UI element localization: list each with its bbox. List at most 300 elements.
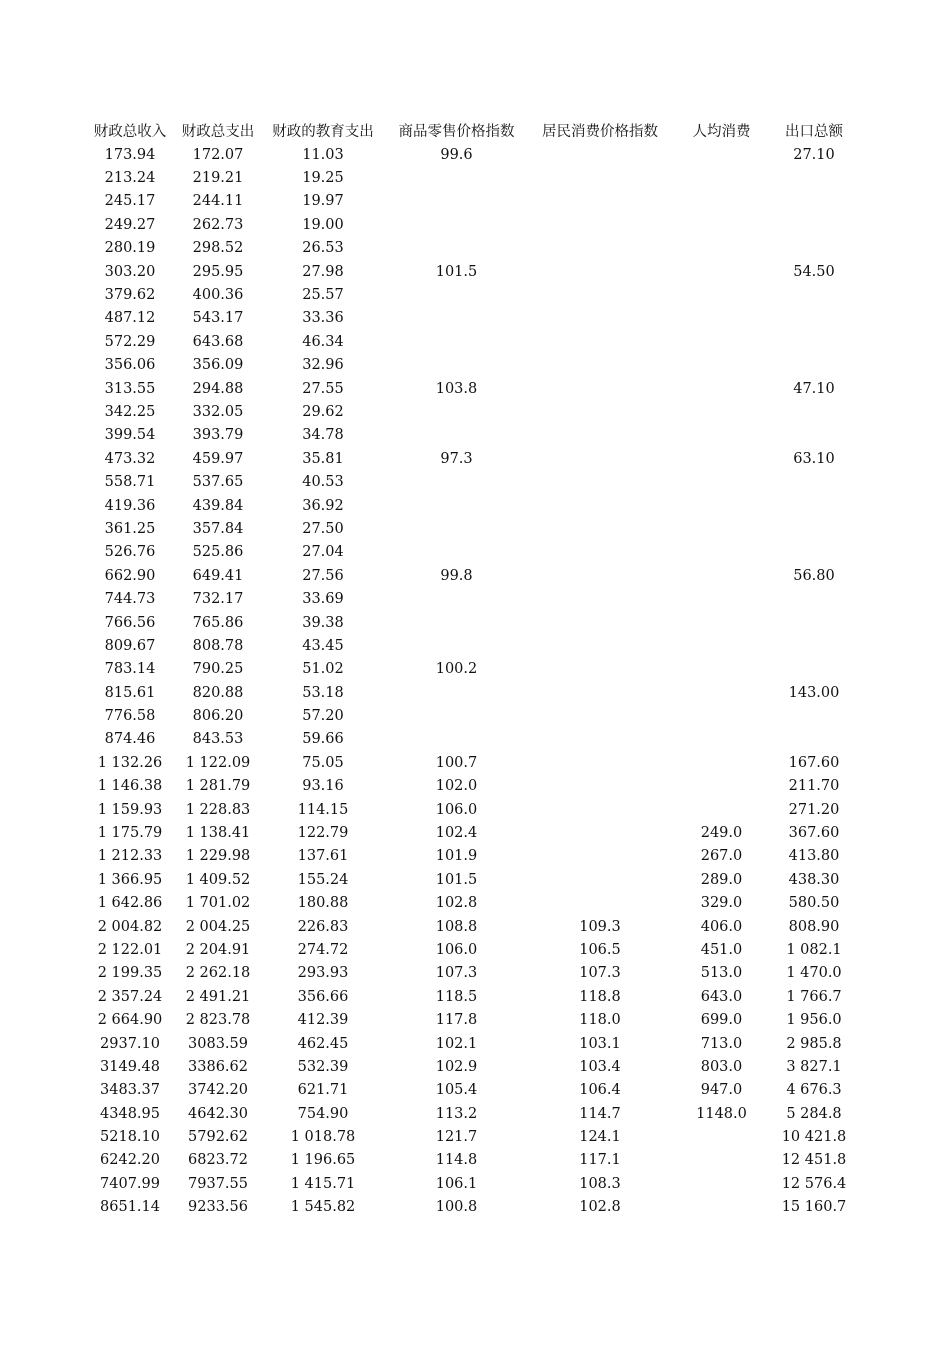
cell-total-exports: 1 470.0 (786, 965, 842, 982)
cell-per-capita-consumption: 267.0 (700, 848, 743, 865)
cell-total-exports: 808.90 (788, 918, 840, 935)
cell-fiscal-expenditure: 2 262.18 (185, 965, 251, 982)
cell-retail-price-index: 107.3 (435, 965, 478, 982)
cell-total-exports: 580.50 (788, 895, 840, 912)
table-row (86, 868, 856, 891)
cell-total-exports: 1 956.0 (786, 1012, 842, 1029)
header-cell-total-exports: 出口总额 (785, 124, 843, 140)
cell-consumer-price-index (529, 634, 671, 657)
cell-total-exports: 5 284.8 (786, 1105, 842, 1122)
cell-fiscal-expenditure: 1 409.52 (185, 871, 251, 888)
cell-total-exports: 271.20 (788, 801, 840, 818)
cell-per-capita-consumption: 699.0 (700, 1012, 743, 1029)
cell-total-exports (772, 611, 856, 634)
cell-consumer-price-index: 108.3 (579, 1175, 621, 1192)
cell-retail-price-index (384, 704, 529, 727)
table-row (86, 143, 856, 166)
cell-education-expenditure: 180.88 (297, 895, 349, 912)
cell-consumer-price-index: 114.7 (579, 1105, 621, 1122)
cell-retail-price-index: 117.8 (435, 1012, 478, 1029)
cell-fiscal-revenue: 874.46 (104, 731, 156, 748)
cell-education-expenditure: 114.15 (297, 801, 349, 818)
cell-fiscal-expenditure: 295.95 (192, 263, 244, 280)
cell-consumer-price-index (529, 821, 671, 844)
cell-fiscal-expenditure: 1 228.83 (185, 801, 251, 818)
cell-education-expenditure: 1 545.82 (290, 1199, 356, 1216)
cell-consumer-price-index (529, 190, 671, 213)
cell-consumer-price-index (529, 354, 671, 377)
table-row (86, 1125, 856, 1148)
cell-retail-price-index (384, 237, 529, 260)
table-row (86, 938, 856, 961)
cell-fiscal-expenditure: 7937.55 (188, 1175, 248, 1192)
table-row (86, 213, 856, 236)
cell-consumer-price-index (529, 541, 671, 564)
table-body (86, 143, 856, 1219)
cell-per-capita-consumption: 513.0 (700, 965, 743, 982)
cell-consumer-price-index (529, 704, 671, 727)
cell-per-capita-consumption: 1148.0 (696, 1105, 747, 1122)
cell-education-expenditure: 59.66 (302, 731, 344, 748)
cell-fiscal-expenditure: 1 701.02 (185, 895, 251, 912)
table-row (86, 1172, 856, 1195)
cell-per-capita-consumption (671, 330, 772, 353)
cell-per-capita-consumption: 289.0 (700, 871, 743, 888)
cell-consumer-price-index (529, 845, 671, 868)
cell-fiscal-revenue: 399.54 (104, 427, 156, 444)
cell-per-capita-consumption: 406.0 (700, 918, 743, 935)
cell-total-exports (772, 330, 856, 353)
cell-fiscal-expenditure: 3083.59 (188, 1035, 248, 1052)
cell-education-expenditure: 29.62 (302, 403, 344, 420)
cell-per-capita-consumption: 713.0 (700, 1035, 743, 1052)
cell-per-capita-consumption (671, 798, 772, 821)
cell-consumer-price-index (529, 728, 671, 751)
cell-fiscal-expenditure: 219.21 (192, 170, 244, 187)
cell-retail-price-index (384, 541, 529, 564)
cell-per-capita-consumption (671, 541, 772, 564)
table-row (86, 470, 856, 493)
cell-total-exports: 12 576.4 (781, 1175, 847, 1192)
cell-fiscal-expenditure: 357.84 (192, 520, 244, 537)
table-row (86, 1196, 856, 1219)
cell-total-exports (772, 634, 856, 657)
cell-per-capita-consumption (671, 260, 772, 283)
cell-education-expenditure: 621.71 (297, 1082, 349, 1099)
cell-fiscal-revenue: 342.25 (104, 403, 156, 420)
cell-retail-price-index: 105.4 (435, 1082, 478, 1099)
cell-per-capita-consumption (671, 213, 772, 236)
cell-fiscal-expenditure: 2 004.25 (185, 918, 251, 935)
cell-consumer-price-index (529, 237, 671, 260)
cell-consumer-price-index (529, 377, 671, 400)
cell-retail-price-index (384, 166, 529, 189)
cell-retail-price-index: 108.8 (435, 918, 478, 935)
cell-education-expenditure: 51.02 (302, 661, 344, 678)
cell-fiscal-revenue: 487.12 (104, 310, 156, 327)
cell-education-expenditure: 27.55 (302, 380, 344, 397)
table-row (86, 1008, 856, 1031)
cell-education-expenditure: 27.56 (302, 567, 344, 584)
cell-fiscal-revenue: 572.29 (104, 333, 156, 350)
cell-fiscal-expenditure: 525.86 (192, 544, 244, 561)
cell-total-exports (772, 494, 856, 517)
cell-consumer-price-index (529, 681, 671, 704)
cell-per-capita-consumption (671, 587, 772, 610)
cell-total-exports: 27.10 (793, 146, 835, 163)
cell-consumer-price-index (529, 400, 671, 423)
cell-fiscal-revenue: 313.55 (104, 380, 156, 397)
cell-consumer-price-index: 106.5 (579, 941, 621, 958)
table-row (86, 962, 856, 985)
cell-retail-price-index: 101.5 (435, 871, 478, 888)
cell-total-exports (772, 704, 856, 727)
cell-total-exports: 3 827.1 (786, 1058, 842, 1075)
header-cell-education-expenditure: 财政的教育支出 (272, 124, 374, 140)
cell-fiscal-revenue: 4348.95 (100, 1105, 160, 1122)
cell-retail-price-index (384, 330, 529, 353)
cell-fiscal-revenue: 419.36 (104, 497, 156, 514)
cell-fiscal-expenditure: 298.52 (192, 240, 244, 257)
cell-retail-price-index (384, 213, 529, 236)
cell-fiscal-revenue: 1 132.26 (97, 754, 163, 771)
cell-total-exports (772, 658, 856, 681)
cell-retail-price-index (384, 611, 529, 634)
cell-per-capita-consumption (671, 283, 772, 306)
cell-per-capita-consumption (671, 307, 772, 330)
cell-retail-price-index: 106.1 (435, 1175, 478, 1192)
cell-consumer-price-index (529, 564, 671, 587)
cell-consumer-price-index (529, 798, 671, 821)
cell-retail-price-index (384, 424, 529, 447)
cell-fiscal-expenditure: 294.88 (192, 380, 244, 397)
cell-retail-price-index (384, 470, 529, 493)
cell-education-expenditure: 39.38 (302, 614, 344, 631)
cell-retail-price-index: 103.8 (435, 380, 478, 397)
cell-fiscal-expenditure: 9233.56 (188, 1199, 248, 1216)
cell-consumer-price-index: 103.1 (579, 1035, 621, 1052)
cell-fiscal-revenue: 249.27 (104, 216, 156, 233)
cell-fiscal-revenue: 2 004.82 (97, 918, 163, 935)
cell-education-expenditure: 34.78 (302, 427, 344, 444)
cell-per-capita-consumption (671, 424, 772, 447)
cell-fiscal-revenue: 356.06 (104, 357, 156, 374)
table-row (86, 517, 856, 540)
cell-education-expenditure: 137.61 (297, 848, 349, 865)
cell-education-expenditure: 75.05 (302, 754, 344, 771)
cell-fiscal-expenditure: 439.84 (192, 497, 244, 514)
cell-consumer-price-index (529, 330, 671, 353)
cell-retail-price-index: 99.8 (440, 567, 473, 584)
table-row (86, 821, 856, 844)
table-row (86, 1079, 856, 1102)
cell-fiscal-revenue: 1 366.95 (97, 871, 163, 888)
header-row (86, 118, 856, 143)
cell-fiscal-expenditure: 2 491.21 (185, 988, 251, 1005)
cell-consumer-price-index: 124.1 (579, 1129, 621, 1146)
cell-education-expenditure: 35.81 (302, 450, 344, 467)
cell-fiscal-revenue: 280.19 (104, 240, 156, 257)
cell-total-exports: 167.60 (788, 754, 840, 771)
cell-per-capita-consumption (671, 447, 772, 470)
cell-fiscal-expenditure: 806.20 (192, 708, 244, 725)
cell-total-exports: 367.60 (788, 825, 840, 842)
cell-total-exports (772, 728, 856, 751)
cell-per-capita-consumption (671, 564, 772, 587)
cell-retail-price-index: 102.0 (435, 778, 478, 795)
header-cell-fiscal-revenue: 财政总收入 (93, 124, 167, 140)
cell-per-capita-consumption (671, 775, 772, 798)
cell-fiscal-expenditure: 5792.62 (188, 1129, 248, 1146)
header-cell-consumer-price-index: 居民消费价格指数 (542, 124, 658, 140)
cell-fiscal-revenue: 1 175.79 (97, 825, 163, 842)
cell-education-expenditure: 33.36 (302, 310, 344, 327)
cell-consumer-price-index (529, 260, 671, 283)
cell-education-expenditure: 27.04 (302, 544, 344, 561)
table-row (86, 494, 856, 517)
cell-fiscal-expenditure: 543.17 (192, 310, 244, 327)
cell-consumer-price-index: 118.8 (579, 988, 621, 1005)
cell-retail-price-index: 121.7 (435, 1129, 478, 1146)
cell-consumer-price-index (529, 166, 671, 189)
cell-per-capita-consumption (671, 517, 772, 540)
cell-fiscal-revenue: 3149.48 (100, 1058, 160, 1075)
header-cell-retail-price-index: 商品零售价格指数 (398, 124, 515, 140)
cell-per-capita-consumption: 947.0 (700, 1082, 743, 1099)
cell-education-expenditure: 1 018.78 (290, 1129, 356, 1146)
cell-retail-price-index: 100.8 (435, 1199, 478, 1216)
cell-fiscal-revenue: 2 199.35 (97, 965, 163, 982)
cell-fiscal-expenditure: 262.73 (192, 216, 244, 233)
cell-fiscal-revenue: 815.61 (104, 684, 156, 701)
cell-fiscal-revenue: 303.20 (104, 263, 156, 280)
cell-retail-price-index: 113.2 (435, 1105, 478, 1122)
table-row (86, 775, 856, 798)
cell-consumer-price-index (529, 587, 671, 610)
cell-education-expenditure: 40.53 (302, 474, 344, 491)
cell-education-expenditure: 226.83 (297, 918, 349, 935)
cell-fiscal-revenue: 558.71 (104, 474, 156, 491)
cell-fiscal-revenue: 173.94 (104, 146, 156, 163)
cell-total-exports (772, 283, 856, 306)
cell-fiscal-expenditure: 400.36 (192, 287, 244, 304)
cell-total-exports (772, 213, 856, 236)
cell-fiscal-expenditure: 649.41 (192, 567, 244, 584)
cell-consumer-price-index (529, 868, 671, 891)
cell-per-capita-consumption (671, 190, 772, 213)
cell-education-expenditure: 32.96 (302, 357, 344, 374)
cell-fiscal-expenditure: 1 138.41 (185, 825, 251, 842)
cell-total-exports (772, 307, 856, 330)
cell-fiscal-expenditure: 808.78 (192, 637, 244, 654)
cell-per-capita-consumption (671, 751, 772, 774)
cell-per-capita-consumption (671, 611, 772, 634)
cell-total-exports: 10 421.8 (781, 1129, 847, 1146)
cell-fiscal-revenue: 473.32 (104, 450, 156, 467)
cell-consumer-price-index: 117.1 (579, 1152, 621, 1169)
cell-retail-price-index (384, 517, 529, 540)
table-row (86, 798, 856, 821)
cell-education-expenditure: 43.45 (302, 637, 344, 654)
cell-fiscal-revenue: 6242.20 (100, 1152, 160, 1169)
cell-education-expenditure: 26.53 (302, 240, 344, 257)
table-row (86, 611, 856, 634)
table-row (86, 704, 856, 727)
cell-consumer-price-index: 118.0 (579, 1012, 621, 1029)
cell-fiscal-revenue: 783.14 (104, 661, 156, 678)
cell-fiscal-expenditure: 3386.62 (188, 1058, 248, 1075)
cell-total-exports (772, 517, 856, 540)
cell-retail-price-index (384, 354, 529, 377)
cell-per-capita-consumption (671, 377, 772, 400)
cell-per-capita-consumption (671, 1196, 772, 1219)
cell-retail-price-index: 106.0 (435, 941, 478, 958)
cell-consumer-price-index (529, 775, 671, 798)
table-row (86, 1055, 856, 1078)
cell-education-expenditure: 46.34 (302, 333, 344, 350)
cell-education-expenditure: 274.72 (297, 941, 349, 958)
cell-consumer-price-index (529, 470, 671, 493)
cell-retail-price-index: 102.4 (435, 825, 478, 842)
cell-consumer-price-index (529, 494, 671, 517)
cell-education-expenditure: 1 415.71 (290, 1175, 356, 1192)
cell-fiscal-expenditure: 4642.30 (188, 1105, 248, 1122)
cell-retail-price-index: 101.9 (435, 848, 478, 865)
cell-per-capita-consumption (671, 1125, 772, 1148)
cell-education-expenditure: 122.79 (297, 825, 349, 842)
cell-consumer-price-index: 106.4 (579, 1082, 621, 1099)
cell-fiscal-expenditure: 3742.20 (188, 1082, 248, 1099)
table-row (86, 985, 856, 1008)
cell-total-exports (772, 354, 856, 377)
table-row (86, 400, 856, 423)
cell-fiscal-revenue: 379.62 (104, 287, 156, 304)
cell-fiscal-revenue: 361.25 (104, 520, 156, 537)
cell-education-expenditure: 25.57 (302, 287, 344, 304)
cell-total-exports: 15 160.7 (781, 1199, 847, 1216)
cell-retail-price-index (384, 728, 529, 751)
cell-retail-price-index: 97.3 (440, 450, 473, 467)
cell-fiscal-expenditure: 244.11 (192, 193, 244, 210)
cell-consumer-price-index: 103.4 (579, 1058, 621, 1075)
cell-retail-price-index: 102.8 (435, 895, 478, 912)
table-row (86, 541, 856, 564)
table-row (86, 658, 856, 681)
cell-fiscal-expenditure: 732.17 (192, 591, 244, 608)
table-row (86, 307, 856, 330)
cell-per-capita-consumption (671, 400, 772, 423)
cell-fiscal-revenue: 526.76 (104, 544, 156, 561)
cell-total-exports: 1 766.7 (786, 988, 842, 1005)
cell-fiscal-revenue: 2 664.90 (97, 1012, 163, 1029)
cell-education-expenditure: 462.45 (297, 1035, 349, 1052)
cell-consumer-price-index (529, 283, 671, 306)
cell-consumer-price-index (529, 307, 671, 330)
cell-retail-price-index: 99.6 (440, 146, 473, 163)
cell-total-exports (772, 587, 856, 610)
cell-retail-price-index: 114.8 (435, 1152, 478, 1169)
cell-consumer-price-index: 107.3 (579, 965, 621, 982)
cell-education-expenditure: 293.93 (297, 965, 349, 982)
table-row (86, 166, 856, 189)
cell-retail-price-index (384, 634, 529, 657)
table-row (86, 237, 856, 260)
cell-fiscal-expenditure: 332.05 (192, 403, 244, 420)
table-row (86, 190, 856, 213)
table-row (86, 681, 856, 704)
cell-consumer-price-index (529, 143, 671, 166)
cell-total-exports (772, 166, 856, 189)
table-row (86, 283, 856, 306)
cell-fiscal-revenue: 7407.99 (100, 1175, 160, 1192)
cell-retail-price-index (384, 307, 529, 330)
cell-education-expenditure: 53.18 (302, 684, 344, 701)
cell-per-capita-consumption: 451.0 (700, 941, 743, 958)
cell-consumer-price-index (529, 213, 671, 236)
cell-total-exports (772, 541, 856, 564)
cell-retail-price-index: 100.7 (435, 754, 478, 771)
cell-total-exports (772, 470, 856, 493)
cell-retail-price-index: 102.9 (435, 1058, 478, 1075)
cell-education-expenditure: 33.69 (302, 591, 344, 608)
cell-education-expenditure: 11.03 (302, 146, 344, 163)
cell-fiscal-revenue: 662.90 (104, 567, 156, 584)
cell-fiscal-expenditure: 643.68 (192, 333, 244, 350)
cell-fiscal-revenue: 213.24 (104, 170, 156, 187)
cell-total-exports: 63.10 (793, 450, 835, 467)
cell-consumer-price-index (529, 892, 671, 915)
cell-per-capita-consumption (671, 1172, 772, 1195)
cell-education-expenditure: 57.20 (302, 708, 344, 725)
cell-total-exports: 56.80 (793, 567, 835, 584)
cell-education-expenditure: 412.39 (297, 1012, 349, 1029)
cell-retail-price-index: 118.5 (435, 988, 478, 1005)
cell-total-exports: 54.50 (793, 263, 835, 280)
cell-consumer-price-index (529, 751, 671, 774)
cell-total-exports: 2 985.8 (786, 1035, 842, 1052)
cell-fiscal-revenue: 766.56 (104, 614, 156, 631)
cell-fiscal-expenditure: 790.25 (192, 661, 244, 678)
cell-retail-price-index: 106.0 (435, 801, 478, 818)
cell-fiscal-expenditure: 537.65 (192, 474, 244, 491)
cell-retail-price-index (384, 681, 529, 704)
table-row (86, 587, 856, 610)
cell-total-exports: 1 082.1 (786, 941, 842, 958)
cell-fiscal-revenue: 245.17 (104, 193, 156, 210)
cell-retail-price-index: 102.1 (435, 1035, 478, 1052)
cell-per-capita-consumption (671, 704, 772, 727)
cell-per-capita-consumption: 249.0 (700, 825, 743, 842)
cell-total-exports (772, 190, 856, 213)
table-row (86, 845, 856, 868)
cell-fiscal-expenditure: 765.86 (192, 614, 244, 631)
cell-per-capita-consumption (671, 634, 772, 657)
cell-total-exports (772, 400, 856, 423)
cell-total-exports: 12 451.8 (781, 1152, 847, 1169)
cell-fiscal-revenue: 1 212.33 (97, 848, 163, 865)
cell-fiscal-revenue: 3483.37 (100, 1082, 160, 1099)
cell-fiscal-revenue: 2 122.01 (97, 941, 163, 958)
cell-consumer-price-index (529, 424, 671, 447)
cell-fiscal-revenue: 1 159.93 (97, 801, 163, 818)
cell-fiscal-expenditure: 356.09 (192, 357, 244, 374)
cell-total-exports: 143.00 (788, 684, 840, 701)
cell-consumer-price-index (529, 658, 671, 681)
cell-per-capita-consumption (671, 237, 772, 260)
cell-fiscal-expenditure: 459.97 (192, 450, 244, 467)
cell-per-capita-consumption (671, 681, 772, 704)
cell-fiscal-revenue: 1 642.86 (97, 895, 163, 912)
